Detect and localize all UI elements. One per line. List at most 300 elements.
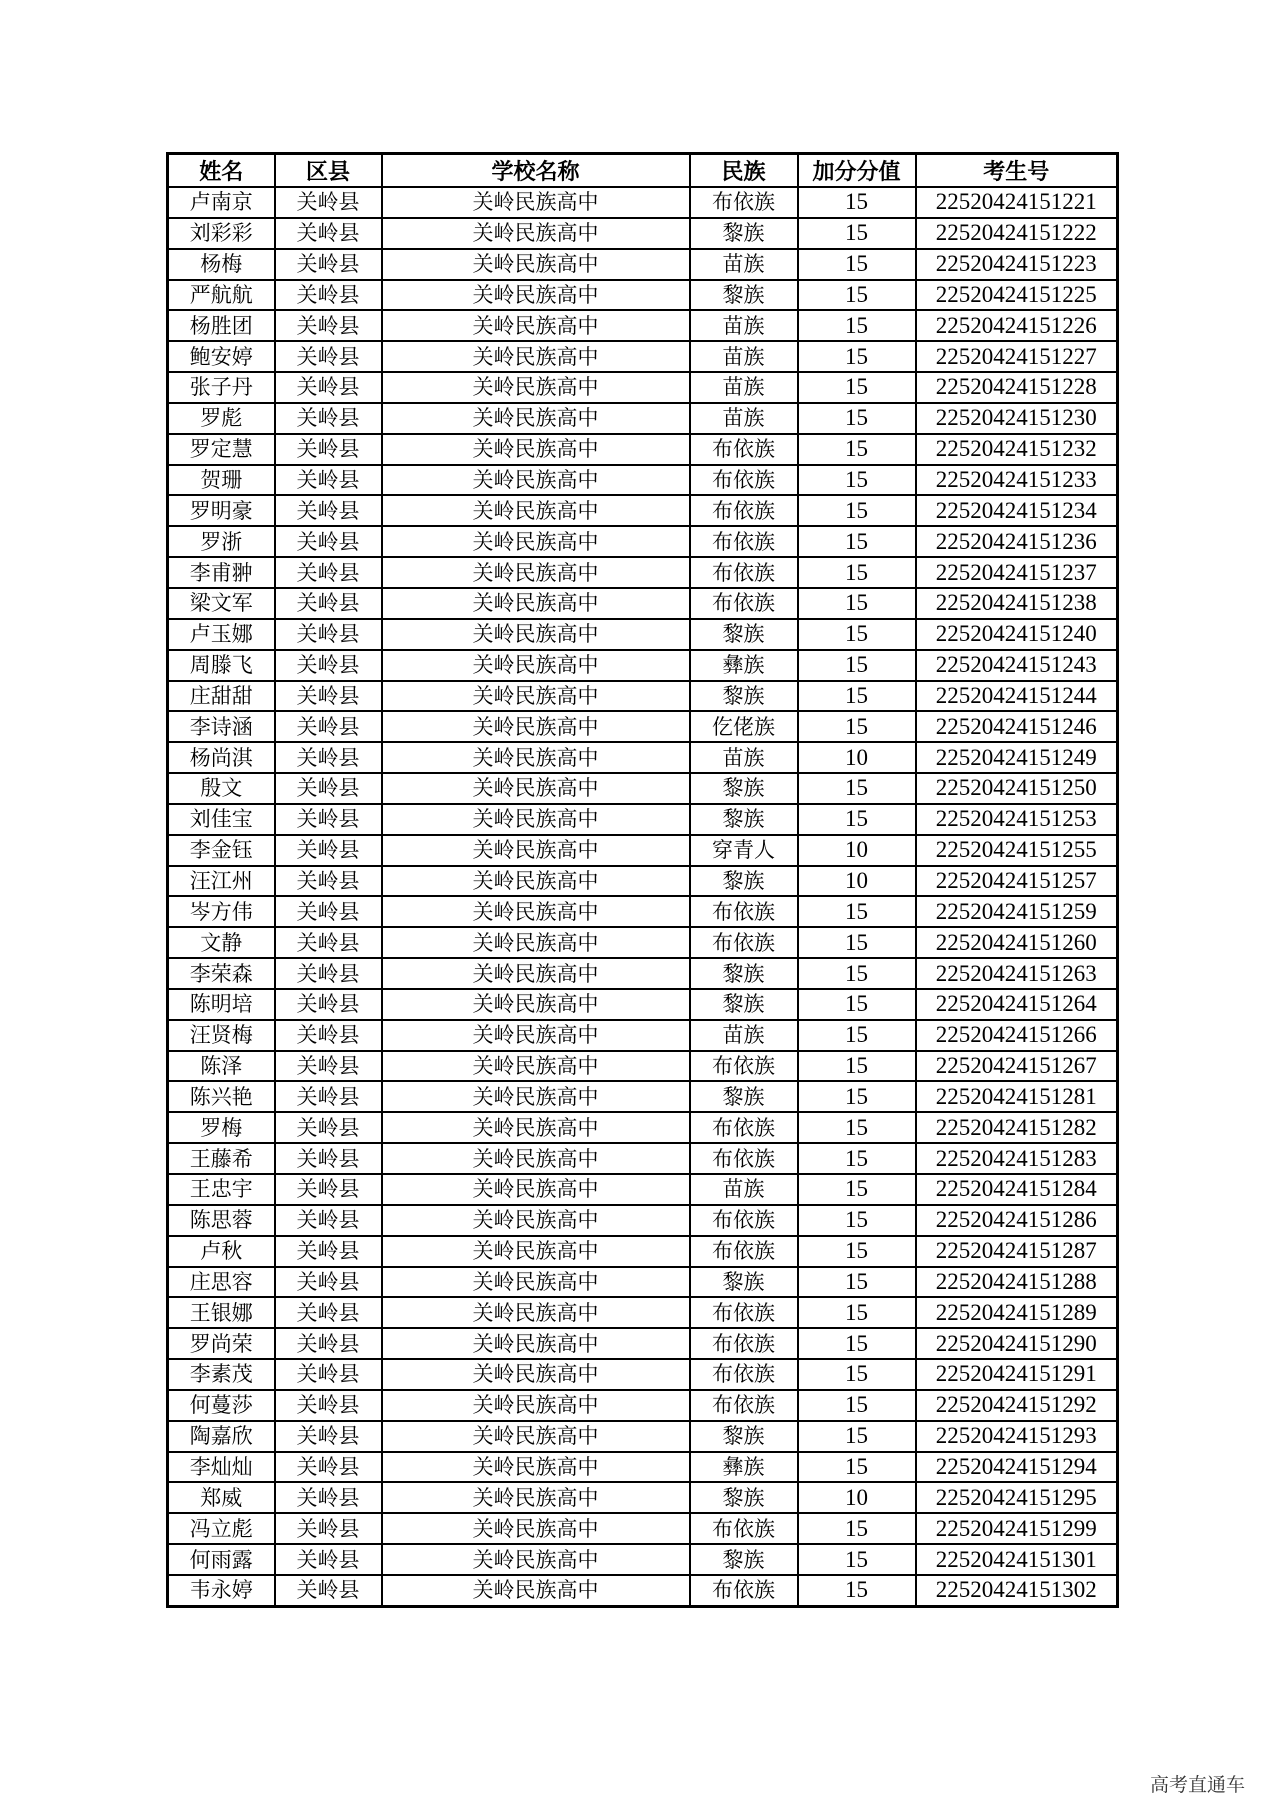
cell-ethnicity: 布依族	[690, 1051, 798, 1082]
cell-bonus-points: 15	[798, 1421, 916, 1452]
cell-exam-id: 22520424151293	[916, 1421, 1118, 1452]
table-row	[168, 1421, 1118, 1452]
cell-exam-id: 22520424151249	[916, 742, 1118, 773]
cell-school: 关岭民族高中	[382, 280, 690, 311]
cell-school: 关岭民族高中	[382, 588, 690, 619]
cell-school: 关岭民族高中	[382, 1513, 690, 1544]
header-ethnicity: 民族	[690, 154, 798, 188]
table-row	[168, 1359, 1118, 1390]
cell-exam-id: 22520424151250	[916, 773, 1118, 804]
cell-exam-id: 22520424151281	[916, 1081, 1118, 1112]
cell-school: 关岭民族高中	[382, 1205, 690, 1236]
cell-district: 关岭县	[275, 310, 382, 341]
cell-school: 关岭民族高中	[382, 249, 690, 280]
cell-exam-id: 22520424151255	[916, 835, 1118, 866]
cell-name: 冯立彪	[168, 1513, 275, 1544]
cell-name: 罗尚荣	[168, 1328, 275, 1359]
cell-district: 关岭县	[275, 249, 382, 280]
cell-ethnicity: 布依族	[690, 1297, 798, 1328]
cell-exam-id: 22520424151238	[916, 588, 1118, 619]
cell-exam-id: 22520424151234	[916, 495, 1118, 526]
cell-exam-id: 22520424151236	[916, 526, 1118, 557]
cell-school: 关岭民族高中	[382, 1174, 690, 1205]
cell-ethnicity: 布依族	[690, 1575, 798, 1606]
cell-bonus-points: 15	[798, 465, 916, 496]
cell-district: 关岭县	[275, 526, 382, 557]
cell-bonus-points: 15	[798, 403, 916, 434]
cell-ethnicity: 布依族	[690, 557, 798, 588]
watermark: 高考直通车	[1150, 1774, 1246, 1796]
cell-ethnicity: 布依族	[690, 927, 798, 958]
cell-name: 卢秋	[168, 1236, 275, 1267]
cell-district: 关岭县	[275, 1421, 382, 1452]
cell-district: 关岭县	[275, 1452, 382, 1483]
cell-bonus-points: 15	[798, 1359, 916, 1390]
cell-bonus-points: 15	[798, 989, 916, 1020]
cell-district: 关岭县	[275, 958, 382, 989]
cell-school: 关岭民族高中	[382, 557, 690, 588]
table-row	[168, 1205, 1118, 1236]
cell-ethnicity: 布依族	[690, 1112, 798, 1143]
table-row	[168, 1328, 1118, 1359]
cell-school: 关岭民族高中	[382, 1544, 690, 1575]
table-row	[168, 1112, 1118, 1143]
cell-bonus-points: 15	[798, 1513, 916, 1544]
cell-district: 关岭县	[275, 989, 382, 1020]
cell-school: 关岭民族高中	[382, 619, 690, 650]
cell-bonus-points: 15	[798, 372, 916, 403]
cell-bonus-points: 15	[798, 557, 916, 588]
cell-ethnicity: 黎族	[690, 280, 798, 311]
cell-name: 陈思蓉	[168, 1205, 275, 1236]
cell-school: 关岭民族高中	[382, 1390, 690, 1421]
cell-name: 刘彩彩	[168, 218, 275, 249]
cell-school: 关岭民族高中	[382, 310, 690, 341]
cell-ethnicity: 仡佬族	[690, 711, 798, 742]
cell-school: 关岭民族高中	[382, 927, 690, 958]
cell-ethnicity: 苗族	[690, 249, 798, 280]
cell-ethnicity: 彝族	[690, 650, 798, 681]
cell-ethnicity: 彝族	[690, 1452, 798, 1483]
cell-exam-id: 22520424151223	[916, 249, 1118, 280]
cell-bonus-points: 15	[798, 1544, 916, 1575]
table-row	[168, 465, 1118, 496]
cell-ethnicity: 苗族	[690, 341, 798, 372]
cell-ethnicity: 布依族	[690, 1390, 798, 1421]
cell-ethnicity: 黎族	[690, 218, 798, 249]
cell-exam-id: 22520424151222	[916, 218, 1118, 249]
cell-school: 关岭民族高中	[382, 1359, 690, 1390]
cell-exam-id: 22520424151282	[916, 1112, 1118, 1143]
header-school: 学校名称	[382, 154, 690, 188]
cell-bonus-points: 10	[798, 866, 916, 897]
table-row	[168, 1575, 1118, 1606]
cell-name: 韦永婷	[168, 1575, 275, 1606]
table-row	[168, 742, 1118, 773]
table-row	[168, 310, 1118, 341]
cell-exam-id: 22520424151299	[916, 1513, 1118, 1544]
cell-school: 关岭民族高中	[382, 1421, 690, 1452]
cell-district: 关岭县	[275, 1513, 382, 1544]
table-row	[168, 495, 1118, 526]
cell-name: 李诗涵	[168, 711, 275, 742]
cell-bonus-points: 15	[798, 773, 916, 804]
cell-name: 王忠宇	[168, 1174, 275, 1205]
cell-school: 关岭民族高中	[382, 866, 690, 897]
cell-school: 关岭民族高中	[382, 372, 690, 403]
cell-exam-id: 22520424151243	[916, 650, 1118, 681]
cell-name: 李荣森	[168, 958, 275, 989]
table-row	[168, 1174, 1118, 1205]
cell-name: 陈泽	[168, 1051, 275, 1082]
table-row	[168, 804, 1118, 835]
cell-exam-id: 22520424151286	[916, 1205, 1118, 1236]
table-row	[168, 1452, 1118, 1483]
cell-district: 关岭县	[275, 341, 382, 372]
cell-ethnicity: 黎族	[690, 804, 798, 835]
cell-district: 关岭县	[275, 1051, 382, 1082]
cell-bonus-points: 15	[798, 958, 916, 989]
cell-ethnicity: 布依族	[690, 526, 798, 557]
cell-exam-id: 22520424151221	[916, 187, 1118, 218]
cell-name: 周滕飞	[168, 650, 275, 681]
cell-district: 关岭县	[275, 681, 382, 712]
cell-school: 关岭民族高中	[382, 1143, 690, 1174]
cell-district: 关岭县	[275, 927, 382, 958]
cell-exam-id: 22520424151302	[916, 1575, 1118, 1606]
cell-name: 卢南京	[168, 187, 275, 218]
cell-bonus-points: 15	[798, 434, 916, 465]
cell-district: 关岭县	[275, 1174, 382, 1205]
header-bonus-points: 加分分值	[798, 154, 916, 188]
table-row	[168, 280, 1118, 311]
cell-bonus-points: 15	[798, 650, 916, 681]
cell-name: 何雨露	[168, 1544, 275, 1575]
cell-district: 关岭县	[275, 1328, 382, 1359]
cell-school: 关岭民族高中	[382, 1081, 690, 1112]
cell-bonus-points: 15	[798, 341, 916, 372]
cell-name: 李甫翀	[168, 557, 275, 588]
cell-school: 关岭民族高中	[382, 1452, 690, 1483]
cell-district: 关岭县	[275, 372, 382, 403]
cell-bonus-points: 15	[798, 1575, 916, 1606]
cell-district: 关岭县	[275, 773, 382, 804]
cell-name: 李灿灿	[168, 1452, 275, 1483]
cell-ethnicity: 布依族	[690, 1205, 798, 1236]
table-row	[168, 341, 1118, 372]
cell-school: 关岭民族高中	[382, 1267, 690, 1298]
cell-school: 关岭民族高中	[382, 495, 690, 526]
cell-district: 关岭县	[275, 619, 382, 650]
cell-school: 关岭民族高中	[382, 218, 690, 249]
cell-exam-id: 22520424151237	[916, 557, 1118, 588]
cell-ethnicity: 黎族	[690, 1421, 798, 1452]
cell-district: 关岭县	[275, 1359, 382, 1390]
cell-district: 关岭县	[275, 1020, 382, 1051]
cell-school: 关岭民族高中	[382, 1328, 690, 1359]
cell-exam-id: 22520424151263	[916, 958, 1118, 989]
table-row	[168, 249, 1118, 280]
cell-district: 关岭县	[275, 1267, 382, 1298]
table-row	[168, 218, 1118, 249]
cell-exam-id: 22520424151230	[916, 403, 1118, 434]
header-name: 姓名	[168, 154, 275, 188]
cell-district: 关岭县	[275, 835, 382, 866]
cell-exam-id: 22520424151257	[916, 866, 1118, 897]
table-row	[168, 1020, 1118, 1051]
cell-exam-id: 22520424151284	[916, 1174, 1118, 1205]
cell-district: 关岭县	[275, 742, 382, 773]
cell-school: 关岭民族高中	[382, 403, 690, 434]
cell-bonus-points: 15	[798, 1020, 916, 1051]
cell-bonus-points: 15	[798, 1236, 916, 1267]
table-row	[168, 619, 1118, 650]
cell-school: 关岭民族高中	[382, 1575, 690, 1606]
cell-name: 鲍安婷	[168, 341, 275, 372]
cell-ethnicity: 黎族	[690, 681, 798, 712]
cell-school: 关岭民族高中	[382, 1482, 690, 1513]
cell-exam-id: 22520424151226	[916, 310, 1118, 341]
cell-name: 陈明培	[168, 989, 275, 1020]
cell-name: 郑威	[168, 1482, 275, 1513]
bonus-points-table	[166, 152, 1119, 1608]
table-row	[168, 1081, 1118, 1112]
cell-district: 关岭县	[275, 1575, 382, 1606]
cell-district: 关岭县	[275, 1112, 382, 1143]
cell-ethnicity: 布依族	[690, 187, 798, 218]
cell-exam-id: 22520424151259	[916, 896, 1118, 927]
table-row	[168, 1544, 1118, 1575]
cell-name: 张子丹	[168, 372, 275, 403]
cell-school: 关岭民族高中	[382, 896, 690, 927]
cell-bonus-points: 15	[798, 495, 916, 526]
cell-ethnicity: 苗族	[690, 1174, 798, 1205]
cell-district: 关岭县	[275, 218, 382, 249]
table-row	[168, 403, 1118, 434]
cell-bonus-points: 15	[798, 1328, 916, 1359]
cell-name: 李金钰	[168, 835, 275, 866]
cell-name: 王银娜	[168, 1297, 275, 1328]
table-row	[168, 1390, 1118, 1421]
cell-exam-id: 22520424151240	[916, 619, 1118, 650]
cell-bonus-points: 15	[798, 1390, 916, 1421]
cell-bonus-points: 15	[798, 588, 916, 619]
table-row	[168, 896, 1118, 927]
cell-name: 罗梅	[168, 1112, 275, 1143]
cell-school: 关岭民族高中	[382, 434, 690, 465]
table-row	[168, 187, 1118, 218]
cell-name: 罗彪	[168, 403, 275, 434]
table-header-row	[168, 154, 1118, 188]
cell-name: 陈兴艳	[168, 1081, 275, 1112]
table-row	[168, 958, 1118, 989]
cell-name: 杨梅	[168, 249, 275, 280]
table-row	[168, 1513, 1118, 1544]
cell-exam-id: 22520424151289	[916, 1297, 1118, 1328]
cell-bonus-points: 15	[798, 1051, 916, 1082]
cell-bonus-points: 15	[798, 526, 916, 557]
cell-bonus-points: 15	[798, 280, 916, 311]
table-row	[168, 681, 1118, 712]
cell-district: 关岭县	[275, 434, 382, 465]
cell-name: 罗明豪	[168, 495, 275, 526]
cell-district: 关岭县	[275, 1205, 382, 1236]
cell-name: 王藤希	[168, 1143, 275, 1174]
cell-ethnicity: 黎族	[690, 773, 798, 804]
cell-name: 文静	[168, 927, 275, 958]
cell-ethnicity: 布依族	[690, 588, 798, 619]
cell-bonus-points: 10	[798, 1482, 916, 1513]
cell-name: 汪贤梅	[168, 1020, 275, 1051]
cell-bonus-points: 10	[798, 835, 916, 866]
table-row	[168, 989, 1118, 1020]
cell-school: 关岭民族高中	[382, 711, 690, 742]
cell-ethnicity: 布依族	[690, 495, 798, 526]
cell-school: 关岭民族高中	[382, 835, 690, 866]
cell-bonus-points: 15	[798, 896, 916, 927]
table-row	[168, 557, 1118, 588]
cell-ethnicity: 苗族	[690, 310, 798, 341]
cell-district: 关岭县	[275, 1081, 382, 1112]
table-row	[168, 1236, 1118, 1267]
cell-ethnicity: 黎族	[690, 989, 798, 1020]
cell-name: 杨尚淇	[168, 742, 275, 773]
cell-exam-id: 22520424151283	[916, 1143, 1118, 1174]
table-row	[168, 1051, 1118, 1082]
header-district: 区县	[275, 154, 382, 188]
cell-district: 关岭县	[275, 1236, 382, 1267]
cell-ethnicity: 布依族	[690, 434, 798, 465]
cell-exam-id: 22520424151227	[916, 341, 1118, 372]
cell-ethnicity: 黎族	[690, 1544, 798, 1575]
cell-district: 关岭县	[275, 495, 382, 526]
cell-bonus-points: 15	[798, 619, 916, 650]
table-row	[168, 372, 1118, 403]
cell-ethnicity: 黎族	[690, 958, 798, 989]
cell-school: 关岭民族高中	[382, 958, 690, 989]
cell-bonus-points: 15	[798, 249, 916, 280]
table-row	[168, 1267, 1118, 1298]
cell-ethnicity: 黎族	[690, 1482, 798, 1513]
cell-school: 关岭民族高中	[382, 742, 690, 773]
cell-bonus-points: 15	[798, 804, 916, 835]
cell-school: 关岭民族高中	[382, 650, 690, 681]
cell-bonus-points: 15	[798, 1143, 916, 1174]
cell-exam-id: 22520424151225	[916, 280, 1118, 311]
cell-exam-id: 22520424151288	[916, 1267, 1118, 1298]
cell-district: 关岭县	[275, 465, 382, 496]
cell-district: 关岭县	[275, 403, 382, 434]
cell-district: 关岭县	[275, 1390, 382, 1421]
table-row	[168, 588, 1118, 619]
cell-bonus-points: 15	[798, 1081, 916, 1112]
table-row	[168, 526, 1118, 557]
cell-school: 关岭民族高中	[382, 989, 690, 1020]
cell-name: 罗定慧	[168, 434, 275, 465]
table-row	[168, 711, 1118, 742]
cell-name: 贺珊	[168, 465, 275, 496]
cell-exam-id: 22520424151301	[916, 1544, 1118, 1575]
cell-name: 庄甜甜	[168, 681, 275, 712]
cell-name: 李素茂	[168, 1359, 275, 1390]
table-row	[168, 1297, 1118, 1328]
cell-bonus-points: 15	[798, 1267, 916, 1298]
cell-exam-id: 22520424151266	[916, 1020, 1118, 1051]
cell-ethnicity: 布依族	[690, 1236, 798, 1267]
cell-school: 关岭民族高中	[382, 1020, 690, 1051]
table-row	[168, 650, 1118, 681]
cell-bonus-points: 10	[798, 742, 916, 773]
cell-district: 关岭县	[275, 896, 382, 927]
cell-school: 关岭民族高中	[382, 804, 690, 835]
cell-bonus-points: 15	[798, 1112, 916, 1143]
cell-ethnicity: 黎族	[690, 1081, 798, 1112]
cell-district: 关岭县	[275, 804, 382, 835]
cell-exam-id: 22520424151244	[916, 681, 1118, 712]
cell-school: 关岭民族高中	[382, 1051, 690, 1082]
cell-district: 关岭县	[275, 866, 382, 897]
cell-bonus-points: 15	[798, 1452, 916, 1483]
cell-ethnicity: 黎族	[690, 619, 798, 650]
cell-exam-id: 22520424151292	[916, 1390, 1118, 1421]
cell-district: 关岭县	[275, 711, 382, 742]
cell-ethnicity: 穿青人	[690, 835, 798, 866]
cell-district: 关岭县	[275, 650, 382, 681]
cell-school: 关岭民族高中	[382, 1236, 690, 1267]
cell-district: 关岭县	[275, 1482, 382, 1513]
cell-school: 关岭民族高中	[382, 1112, 690, 1143]
cell-bonus-points: 15	[798, 711, 916, 742]
cell-name: 严航航	[168, 280, 275, 311]
cell-exam-id: 22520424151253	[916, 804, 1118, 835]
cell-school: 关岭民族高中	[382, 465, 690, 496]
cell-ethnicity: 黎族	[690, 866, 798, 897]
cell-district: 关岭县	[275, 588, 382, 619]
cell-exam-id: 22520424151228	[916, 372, 1118, 403]
cell-exam-id: 22520424151290	[916, 1328, 1118, 1359]
cell-name: 卢玉娜	[168, 619, 275, 650]
cell-ethnicity: 苗族	[690, 742, 798, 773]
cell-ethnicity: 苗族	[690, 1020, 798, 1051]
cell-exam-id: 22520424151264	[916, 989, 1118, 1020]
cell-school: 关岭民族高中	[382, 526, 690, 557]
cell-ethnicity: 黎族	[690, 1267, 798, 1298]
table-row	[168, 927, 1118, 958]
cell-ethnicity: 布依族	[690, 1328, 798, 1359]
cell-exam-id: 22520424151295	[916, 1482, 1118, 1513]
cell-name: 刘佳宝	[168, 804, 275, 835]
cell-exam-id: 22520424151246	[916, 711, 1118, 742]
cell-district: 关岭县	[275, 1544, 382, 1575]
cell-exam-id: 22520424151287	[916, 1236, 1118, 1267]
cell-school: 关岭民族高中	[382, 1297, 690, 1328]
cell-bonus-points: 15	[798, 681, 916, 712]
cell-school: 关岭民族高中	[382, 187, 690, 218]
cell-bonus-points: 15	[798, 310, 916, 341]
cell-exam-id: 22520424151267	[916, 1051, 1118, 1082]
table-row	[168, 434, 1118, 465]
cell-exam-id: 22520424151233	[916, 465, 1118, 496]
cell-district: 关岭县	[275, 280, 382, 311]
cell-name: 杨胜团	[168, 310, 275, 341]
cell-ethnicity: 苗族	[690, 372, 798, 403]
cell-bonus-points: 15	[798, 187, 916, 218]
cell-ethnicity: 布依族	[690, 1359, 798, 1390]
cell-name: 殷文	[168, 773, 275, 804]
cell-ethnicity: 布依族	[690, 465, 798, 496]
table-body	[168, 187, 1118, 1606]
cell-exam-id: 22520424151294	[916, 1452, 1118, 1483]
